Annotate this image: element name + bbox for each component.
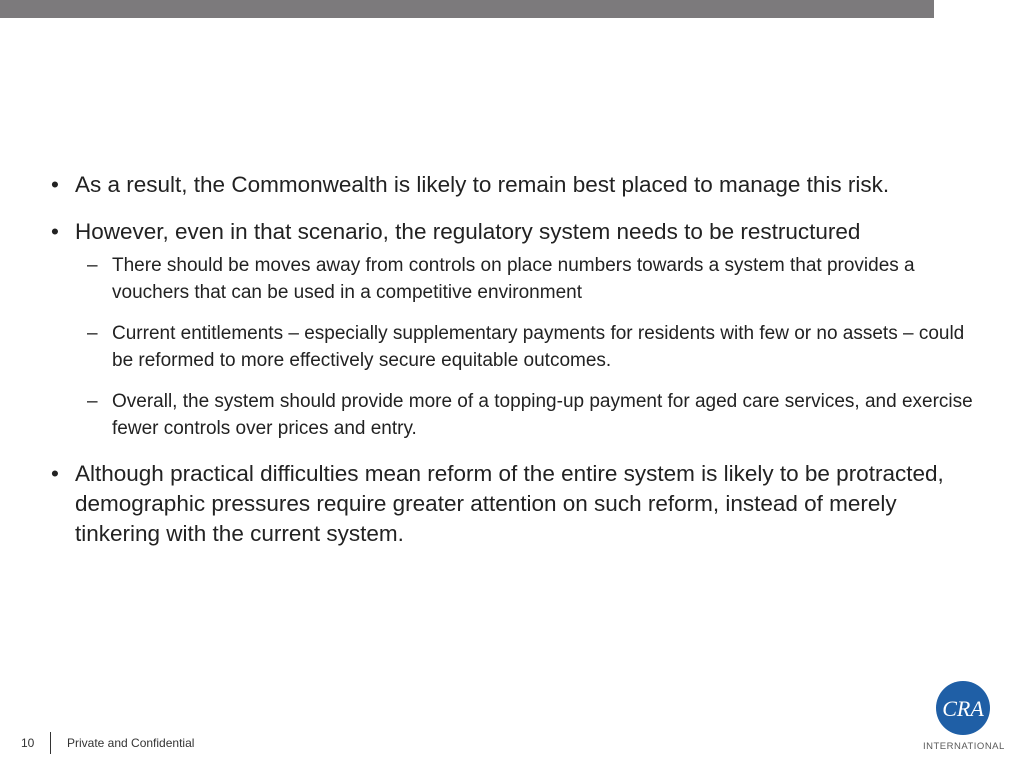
bullet-text: However, even in that scenario, the regulatory system needs to be restructured: [75, 219, 861, 244]
sub-bullet-text: Current entitlements – especially supplementary payments for residents with few or no assets – could be reformed to more effectively secure equitable outcomes.: [112, 323, 965, 371]
sub-bullet-text: There should be moves away from controls on place numbers towards a system that provides a vouchers that can be used in a competitive environment: [112, 255, 915, 303]
footer-divider: [50, 732, 51, 754]
top-accent-bar: [0, 0, 934, 18]
company-logo: [920, 680, 1004, 752]
bullet-text: As a result, the Commonwealth is likely to remain best placed to manage this risk.: [75, 172, 890, 197]
slide-footer: [0, 728, 1024, 758]
bullet-text: Although practical difficulties mean reform of the entire system is likely to be protracted, demographic pressures require greater attention on such reform, instead of merely tinkering with the current system.: [75, 461, 944, 546]
sub-bullet-item: [85, 388, 978, 442]
sub-bullet-item: [85, 252, 978, 306]
cra-logo-icon: [935, 680, 991, 736]
bullet-item: [48, 170, 978, 200]
logo-subtitle: INTERNATIONAL: [923, 741, 1005, 752]
bullet-item: [48, 459, 978, 549]
sub-bullet-marker: –: [87, 391, 98, 412]
confidentiality-label: Private and Confidential: [67, 736, 195, 750]
svg-text:CRA: CRA: [942, 696, 984, 721]
bullet-marker: •: [51, 172, 59, 197]
bullet-marker: •: [51, 219, 59, 244]
bullet-item: [48, 217, 978, 247]
bullet-marker: •: [51, 461, 59, 486]
sub-bullet-text: Overall, the system should provide more of a topping-up payment for aged care services, and exercise fewer controls over prices and entry.: [112, 391, 973, 439]
sub-bullet-list: [48, 252, 978, 442]
sub-bullet-marker: –: [87, 323, 98, 344]
sub-bullet-marker: –: [87, 255, 98, 276]
slide-body: [48, 170, 978, 566]
page-number: 10: [21, 736, 35, 750]
sub-bullet-item: [85, 320, 978, 374]
